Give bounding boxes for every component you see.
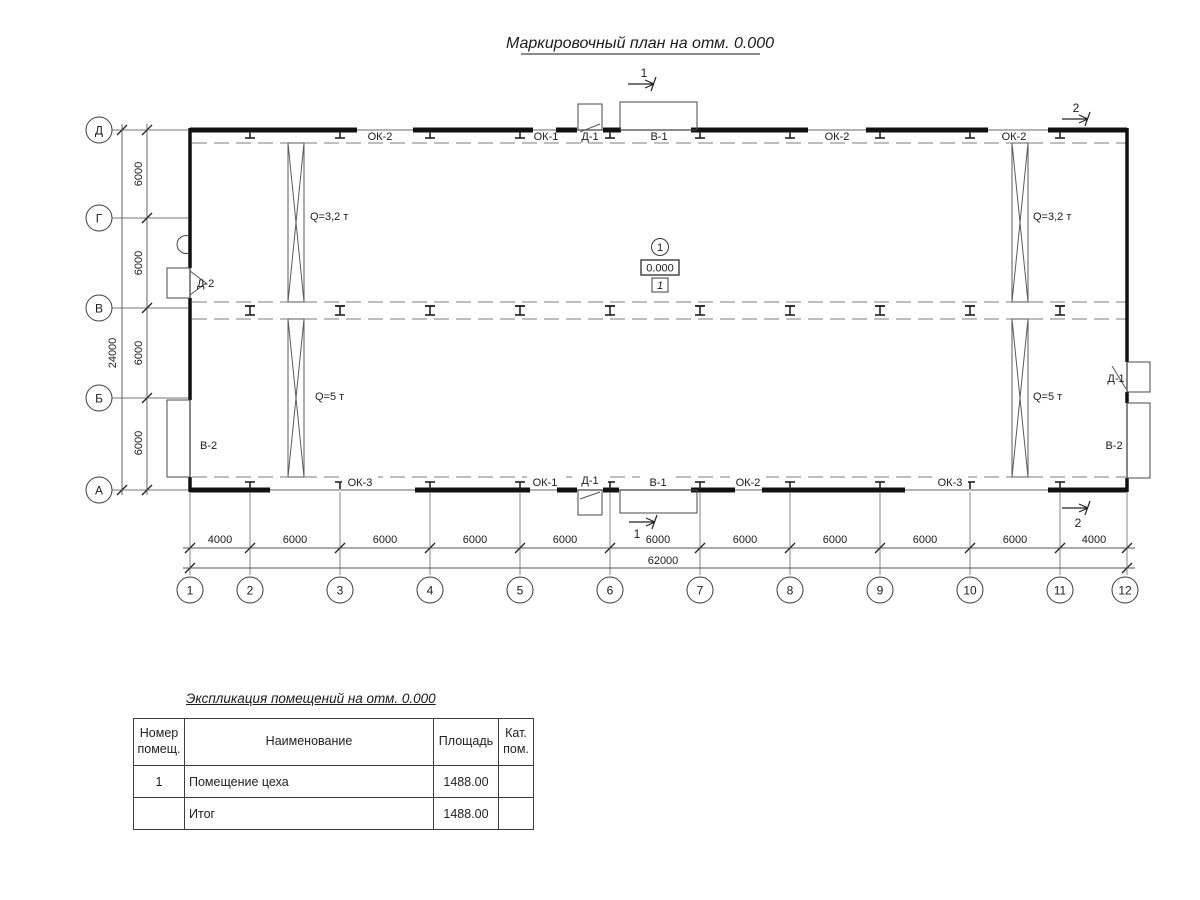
room-elevation: 0.000 — [646, 262, 674, 275]
crane-label-upper-left: Q=3,2 т — [310, 211, 349, 223]
right-gate-mark: В-2 — [1105, 440, 1123, 452]
header-room-number: Номер помещ. — [134, 719, 185, 766]
walls — [167, 102, 1150, 515]
dim-b4: 6000 — [552, 534, 578, 546]
axis-col-6: 6 — [606, 583, 614, 598]
dim-b1: 6000 — [282, 534, 308, 546]
dim-l3: 6000 — [133, 430, 145, 456]
room-number: 1 — [656, 242, 664, 254]
generated-geometry — [112, 77, 1132, 575]
cell-total-cat — [499, 798, 534, 830]
section-2-top-digit: 2 — [1072, 101, 1080, 115]
dim-b5: 6000 — [645, 534, 671, 546]
axis-col-12: 12 — [1118, 583, 1132, 598]
dim-l0: 6000 — [133, 161, 145, 187]
axis-col-8: 8 — [786, 583, 794, 598]
crane-label-lower-left: Q=5 т — [315, 391, 345, 403]
axis-col-3: 3 — [336, 583, 344, 598]
axis-col-10: 10 — [963, 583, 977, 598]
table-row — [134, 798, 534, 830]
cell-room-name: Помещение цеха — [185, 766, 434, 798]
left-door-mark: Д-2 — [197, 278, 215, 290]
top-mark-v1: В-1 — [650, 131, 668, 143]
table-row — [134, 766, 534, 798]
header-category: Кат. пом. — [499, 719, 534, 766]
dimension-lines — [122, 124, 1135, 568]
dim-total-left: 24000 — [107, 337, 119, 369]
dim-b10: 4000 — [1081, 534, 1107, 546]
bottom-mark-ok1: ОК-1 — [532, 477, 558, 489]
axis-col-7: 7 — [696, 583, 704, 598]
axis-col-11: 11 — [1053, 583, 1067, 598]
header-area: Площадь — [434, 719, 499, 766]
explication-header-row — [134, 719, 534, 766]
room-tag: 1 — [656, 280, 664, 292]
axis-col-9: 9 — [876, 583, 884, 598]
explication-title: Экспликация помещений на отм. 0.000 — [186, 691, 436, 706]
cell-room-cat — [499, 766, 534, 798]
top-mark-ok2b: ОК-2 — [824, 131, 850, 143]
bottom-mark-d1: Д-1 — [581, 475, 599, 487]
porch-outlines — [167, 102, 1150, 515]
door-leaf-lines — [190, 124, 1126, 499]
left-gate-mark: В-2 — [200, 440, 218, 452]
dim-b0: 4000 — [207, 534, 233, 546]
dim-total-bottom: 62000 — [647, 555, 679, 567]
axis-row-g: Г — [95, 211, 103, 226]
crane-label-lower-right: Q=5 т — [1033, 391, 1063, 403]
dim-l2: 6000 — [133, 340, 145, 366]
dim-l1: 6000 — [133, 250, 145, 276]
top-mark-ok2a: ОК-2 — [367, 131, 393, 143]
axis-row-v: В — [94, 301, 104, 316]
dim-b9: 6000 — [1002, 534, 1028, 546]
dim-b3: 6000 — [462, 534, 488, 546]
axis-row-d: Д — [94, 123, 104, 138]
wall-fixture-symbol — [177, 235, 189, 253]
section-1-bottom-digit: 1 — [633, 527, 641, 541]
axis-row-b: Б — [95, 391, 103, 406]
axis-row-a: А — [94, 483, 104, 498]
bottom-mark-ok3b: ОК-3 — [937, 477, 963, 489]
axis-col-1: 1 — [186, 583, 194, 598]
crane-beam-axes — [192, 143, 1126, 477]
explication-table — [133, 718, 534, 830]
cell-total-area: 1488.00 — [434, 798, 499, 830]
cell-total-number — [134, 798, 185, 830]
plan-title: Маркировочный план на отм. 0.000 — [505, 35, 775, 52]
right-door-mark: Д-1 — [1107, 373, 1125, 385]
axis-col-4: 4 — [426, 583, 434, 598]
axis-col-5: 5 — [516, 583, 524, 598]
bottom-mark-ok2: ОК-2 — [735, 477, 761, 489]
labels — [86, 66, 1138, 603]
dim-b2: 6000 — [372, 534, 398, 546]
top-mark-ok2c: ОК-2 — [1001, 131, 1027, 143]
crane-brace-columns — [288, 143, 1028, 477]
cell-room-number: 1 — [134, 766, 185, 798]
row-axis-bubbles — [86, 117, 112, 503]
axis-col-2: 2 — [246, 583, 254, 598]
dim-b6: 6000 — [732, 534, 758, 546]
section-2-bottom-digit: 2 — [1074, 516, 1082, 530]
header-name: Наименование — [185, 719, 434, 766]
section-1-top-digit: 1 — [640, 66, 648, 80]
crane-label-upper-right: Q=3,2 т — [1033, 211, 1072, 223]
dim-b8: 6000 — [912, 534, 938, 546]
bottom-mark-v1: В-1 — [649, 477, 667, 489]
dim-b7: 6000 — [822, 534, 848, 546]
bottom-mark-ok3a: ОК-3 — [347, 477, 373, 489]
column-axis-bubbles — [177, 577, 1138, 603]
top-mark-ok1: ОК-1 — [533, 131, 559, 143]
section-arrow — [1062, 501, 1090, 515]
cell-room-area: 1488.00 — [434, 766, 499, 798]
room-marker — [641, 239, 679, 293]
top-mark-d1: Д-1 — [581, 131, 599, 143]
cell-total-label: Итог — [185, 798, 434, 830]
